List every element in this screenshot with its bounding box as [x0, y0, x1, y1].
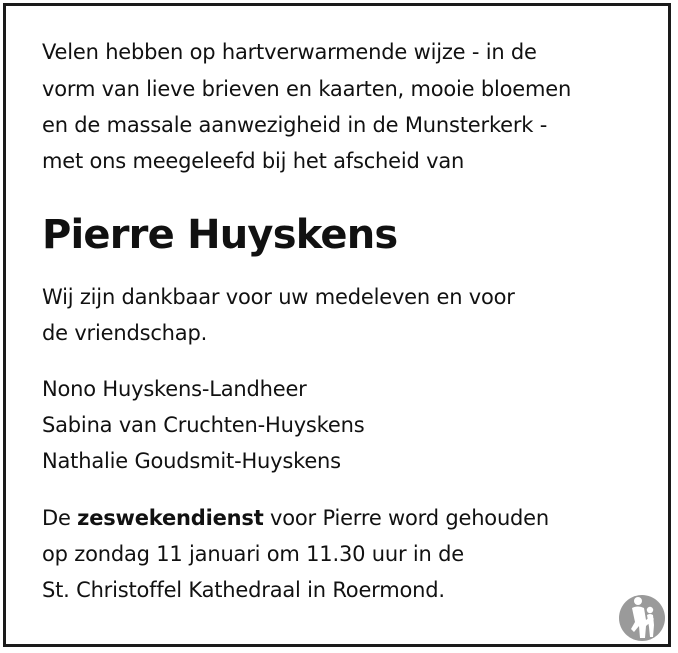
service-prefix: De: [42, 506, 78, 530]
signatory-1: Nono Huyskens-Landheer: [42, 377, 307, 401]
thanks-line-2: de vriendschap.: [42, 321, 208, 345]
intro-line-3: en de massale aanwezigheid in de Munsterkerk -: [42, 113, 548, 137]
intro-line-1: Velen hebben op hartverwarmende wijze - in de: [42, 40, 537, 64]
thanks-line-1: Wij zijn dankbaar voor uw medeleven en voor: [42, 285, 515, 309]
signatory-2: Sabina van Cruchten-Huyskens: [42, 413, 365, 437]
intro-line-4: met ons meegeleefd bij het afscheid van: [42, 149, 465, 173]
intro-line-2: vorm van lieve brieven en kaarten, mooie bloemen: [42, 77, 572, 101]
service-line-2: op zondag 11 januari om 11.30 uur in de: [42, 542, 464, 566]
service-line-3: St. Christoffel Kathedraal in Roermond.: [42, 578, 445, 602]
signatory-3: Nathalie Goudsmit-Huyskens: [42, 449, 341, 473]
service-line-1: [42, 506, 549, 530]
deceased-name: Pierre Huyskens: [42, 212, 398, 258]
service-suffix: voor Pierre word gehouden: [263, 506, 550, 530]
memorial-figure-icon: [618, 592, 666, 644]
service-type: zeswekendienst: [77, 506, 264, 530]
